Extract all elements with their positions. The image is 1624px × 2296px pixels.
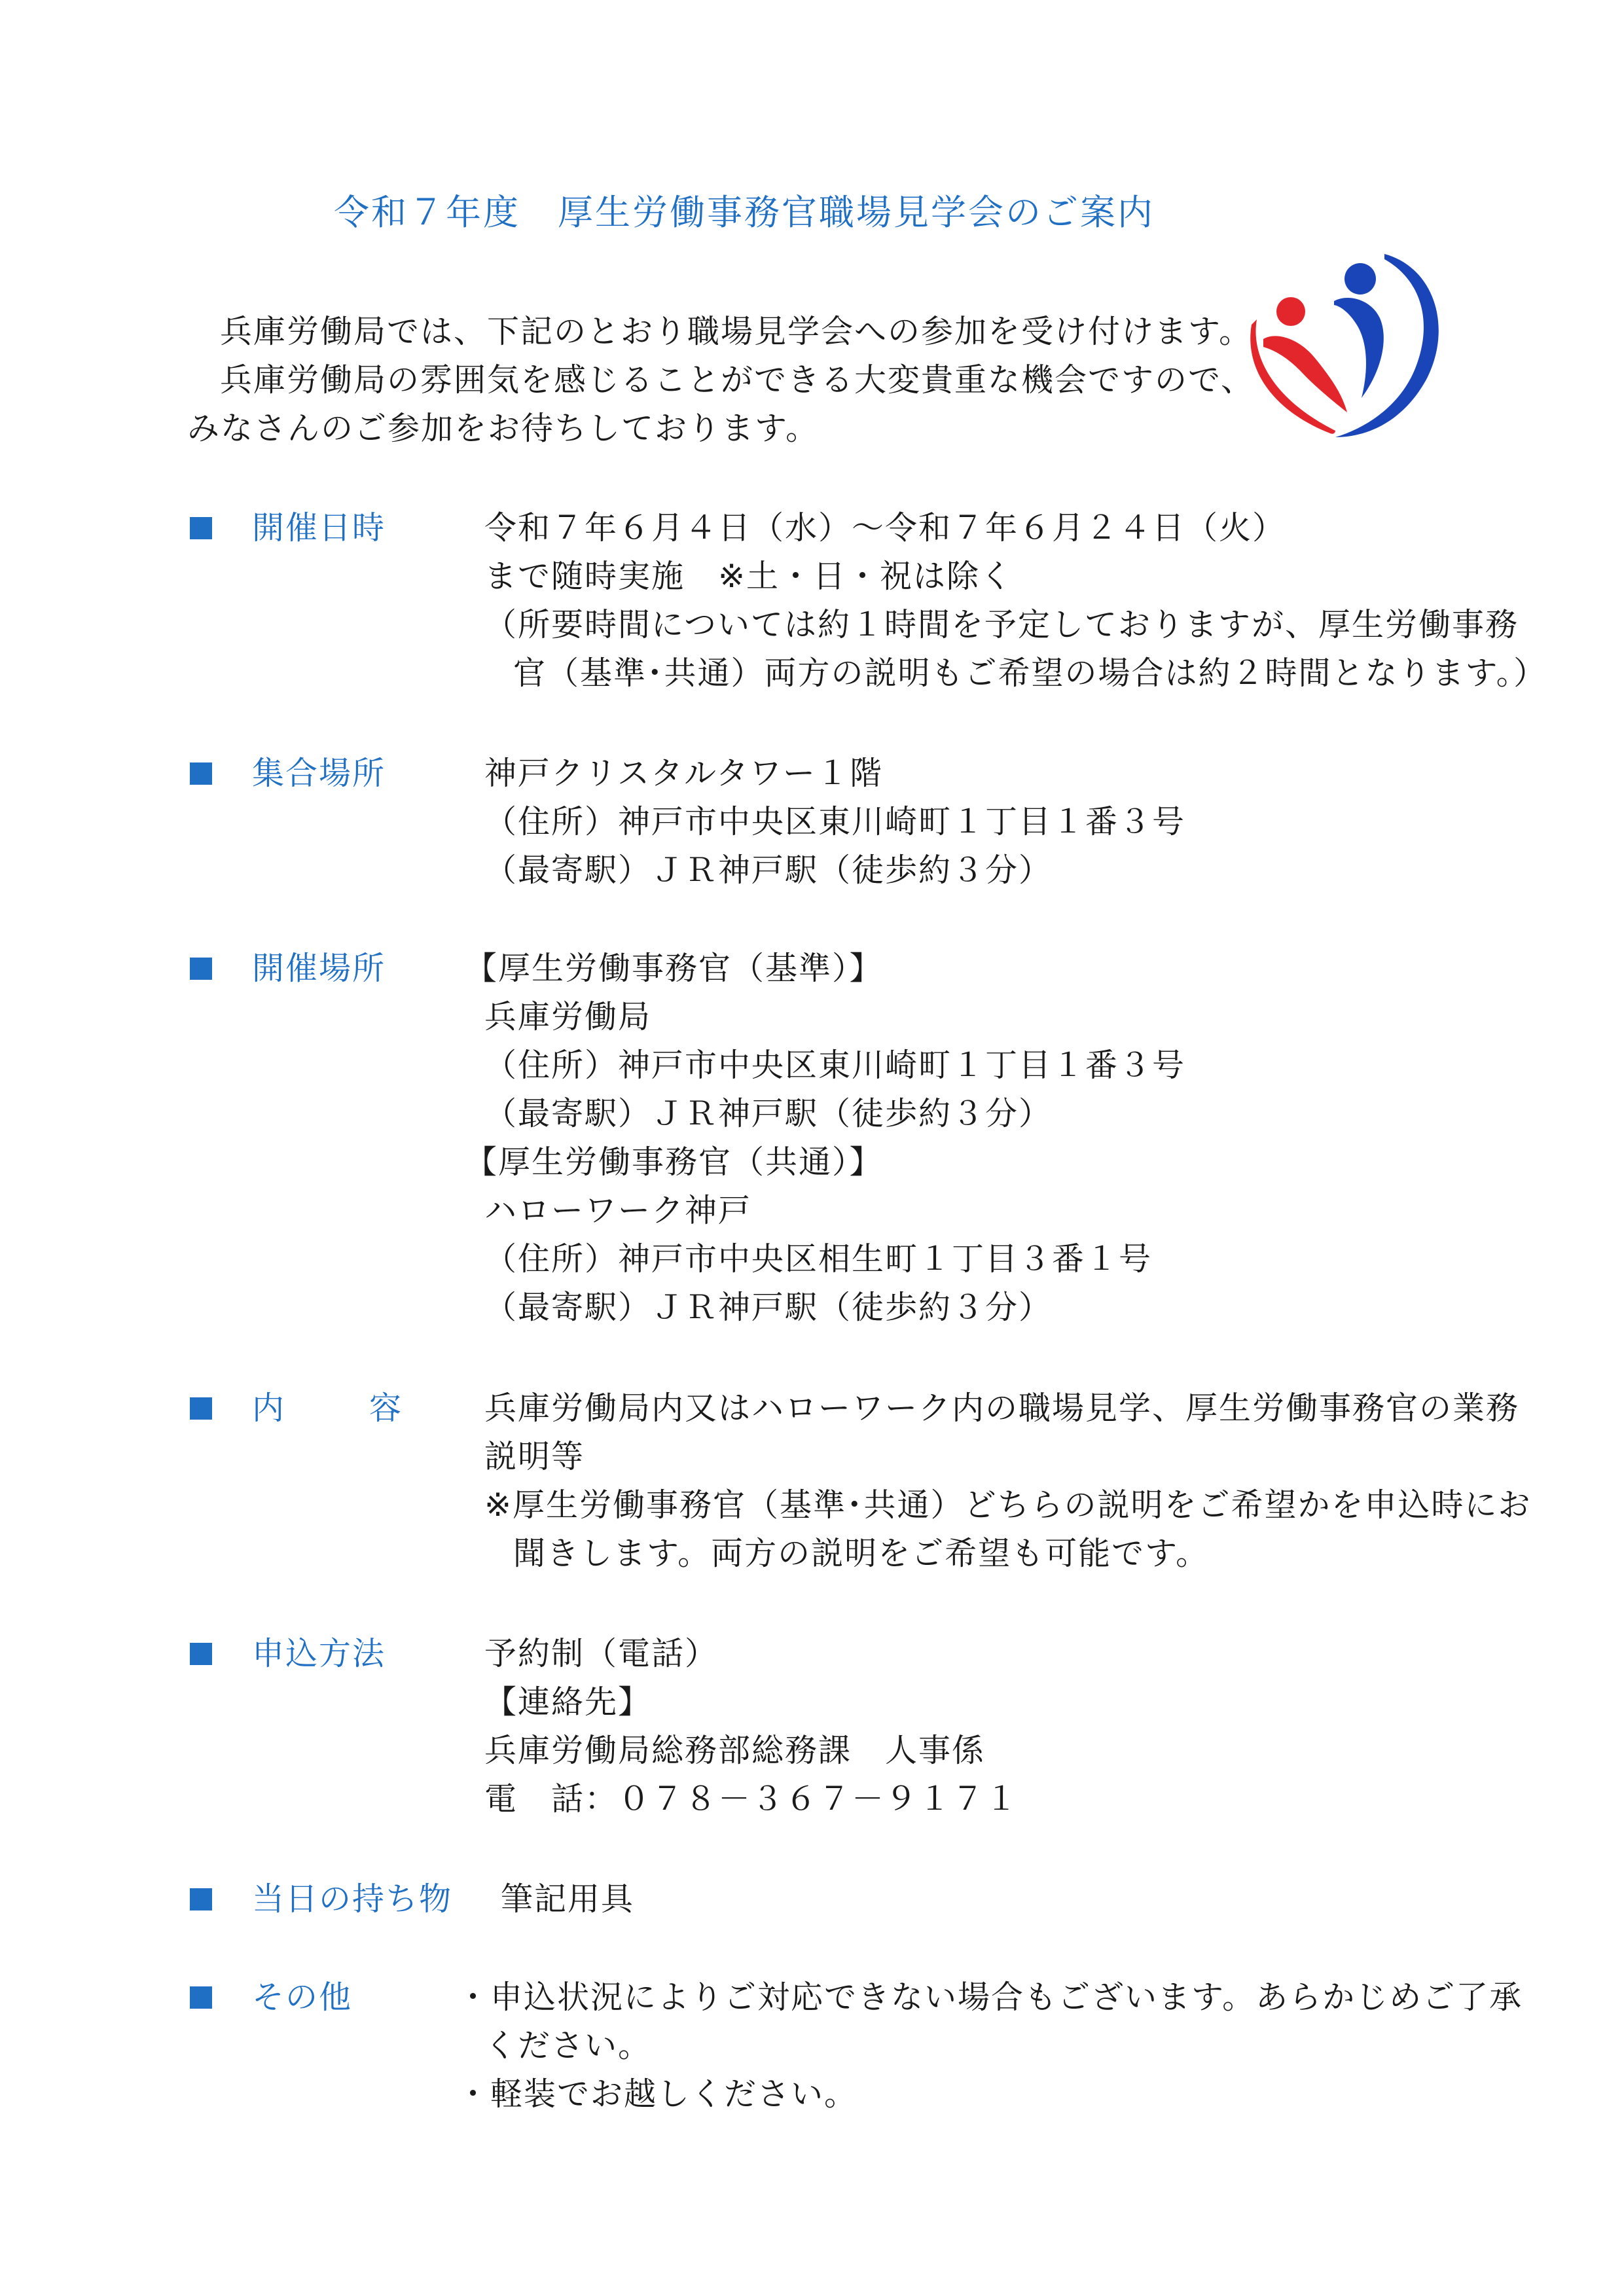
section-label: 当日の持ち物 xyxy=(252,1880,453,1918)
intro-line-2: 兵庫労働局の雰囲気を感じることができる大変貴重な機会ですので、 xyxy=(220,361,1255,399)
logo-blue-body xyxy=(1334,298,1384,398)
datetime-line: 官（基準･共通）両方の説明もご希望の場合は約２時間となります。） xyxy=(513,655,1547,692)
venue-line: 兵庫労働局 xyxy=(484,998,652,1035)
section-body xyxy=(484,504,1547,698)
section-label: 集合場所 xyxy=(252,755,386,792)
logo-red-body xyxy=(1263,336,1347,412)
meeting-line: 神戸クリスタルタワー１階 xyxy=(484,755,884,792)
apply-line: 兵庫労働局総務部総務課 人事係 xyxy=(484,1732,986,1769)
section-body xyxy=(484,749,1538,895)
square-bullet-icon xyxy=(190,958,212,980)
square-bullet-icon xyxy=(190,1397,212,1420)
section-label: その他 xyxy=(252,1979,353,2016)
apply-line: 【連絡先】 xyxy=(484,1683,652,1721)
phone-number: 電 話：０７８－３６７－９１７１ xyxy=(484,1780,1019,1818)
content-line: 聞きします。両方の説明をご希望も可能です。 xyxy=(513,1535,1210,1572)
section-label: 開催日時 xyxy=(252,509,386,547)
section-body xyxy=(457,1973,1538,2119)
other-line: ください。 xyxy=(484,2027,652,2064)
intro-text xyxy=(187,308,1254,453)
items-line: 筆記用具 xyxy=(501,1880,635,1918)
datetime-line: 令和７年６月４日（水）～令和７年６月２４日（火） xyxy=(484,509,1286,547)
square-bullet-icon xyxy=(190,1643,212,1665)
section-body xyxy=(465,944,1538,1332)
meeting-line: （住所）神戸市中央区東川崎町１丁目１番３号 xyxy=(484,803,1186,840)
square-bullet-icon xyxy=(190,762,212,785)
content-line: ※厚生労働事務官（基準･共通）どちらの説明をご希望かを申込時にお xyxy=(484,1486,1532,1524)
content-line: 説明等 xyxy=(484,1438,585,1475)
page-title: 令和７年度 厚生労働事務官職場見学会のご案内 xyxy=(334,192,1155,233)
meeting-line: （最寄駅）ＪＲ神戸駅（徒歩約３分） xyxy=(484,852,1053,889)
section-label: 申込方法 xyxy=(252,1635,386,1672)
datetime-line: まで随時実施 ※土・日・祝は除く xyxy=(484,558,1014,595)
datetime-line: （所要時間については約１時間を予定しておりますが、厚生労働事務 xyxy=(484,606,1519,643)
intro-line-3: みなさんのご参加をお待ちしております。 xyxy=(187,410,820,447)
other-line: ・申込状況によりご対応できない場合もございます。あらかじめご了承 xyxy=(457,1979,1523,2016)
apply-line: 予約制（電話） xyxy=(484,1635,719,1672)
logo-red-head xyxy=(1276,297,1305,326)
venue-line: （住所）神戸市中央区相生町１丁目３番１号 xyxy=(484,1240,1153,1278)
square-bullet-icon xyxy=(190,1986,212,2009)
square-bullet-icon xyxy=(190,1888,212,1910)
section-body xyxy=(501,1875,1555,1924)
section-label: 内 容 xyxy=(252,1390,402,1427)
venue-line: （最寄駅）ＪＲ神戸駅（徒歩約３分） xyxy=(484,1095,1053,1132)
other-line: ・軽装でお越しください。 xyxy=(457,2075,858,2113)
intro-line-1: 兵庫労働局では、下記のとおり職場見学会への参加を受け付けます。 xyxy=(220,313,1253,350)
section-body xyxy=(484,1384,1538,1578)
section-label: 開催場所 xyxy=(252,950,386,987)
section-body xyxy=(484,1630,1538,1823)
venue-line: 【厚生労働事務官（共通）】 xyxy=(465,1143,883,1181)
venue-line: ハローワーク神戸 xyxy=(484,1192,752,1229)
venue-line: （最寄駅）ＪＲ神戸駅（徒歩約３分） xyxy=(484,1289,1053,1326)
venue-line: 【厚生労働事務官（基準）】 xyxy=(465,950,883,987)
venue-line: （住所）神戸市中央区東川崎町１丁目１番３号 xyxy=(484,1047,1186,1084)
content-line: 兵庫労働局内又はハローワーク内の職場見学、厚生労働事務官の業務 xyxy=(484,1390,1520,1427)
logo-blue-head xyxy=(1344,263,1376,295)
ministry-logo-icon xyxy=(1237,241,1447,450)
square-bullet-icon xyxy=(190,517,212,539)
